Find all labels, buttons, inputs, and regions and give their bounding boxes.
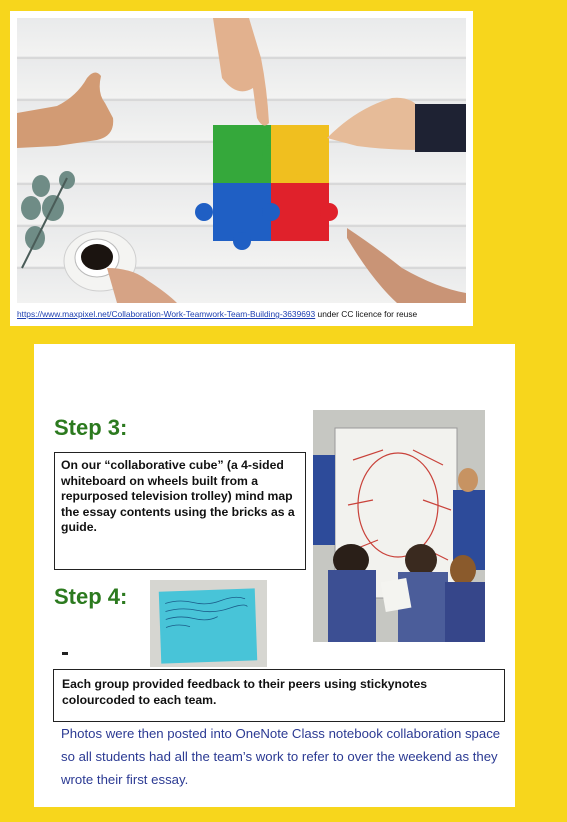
step4-description-box [53, 669, 505, 722]
closing-paragraph: Photos were then posted into OneNote Class notebook collaboration space so all students had all the team’s work to refer to over the weekend as they wrote their first essay. [61, 726, 501, 787]
step4-description: Each group provided feedback to their peers using stickynotes colourcoded to each team. [62, 677, 428, 707]
puzzle-teamwork-image [17, 18, 466, 303]
step3-description-box [54, 452, 306, 570]
sticky-note-scribble [159, 588, 257, 663]
puzzle-illustration [17, 18, 466, 303]
sticky-note [159, 588, 257, 663]
classroom-illustration [313, 410, 485, 642]
image-credit [17, 309, 469, 319]
hero-card [10, 11, 473, 326]
sticky-note-image [150, 580, 267, 667]
step3-description: On our “collaborative cube” (a 4-sided whiteboard on wheels built from a repurposed television trolley) mind map the essay contents using the bricks as a guide. [61, 458, 295, 534]
image-credit-licence: under CC licence for reuse [315, 309, 418, 319]
steps-card [34, 344, 515, 807]
stray-mark [62, 652, 68, 655]
step4-title: Step 4: [54, 584, 128, 609]
step3-title: Step 3: [54, 415, 128, 440]
classroom-whiteboard-image [313, 410, 485, 642]
image-credit-link[interactable]: https://www.maxpixel.net/Collaboration-Work-Teamwork-Team-Building-3639693 [17, 309, 316, 319]
